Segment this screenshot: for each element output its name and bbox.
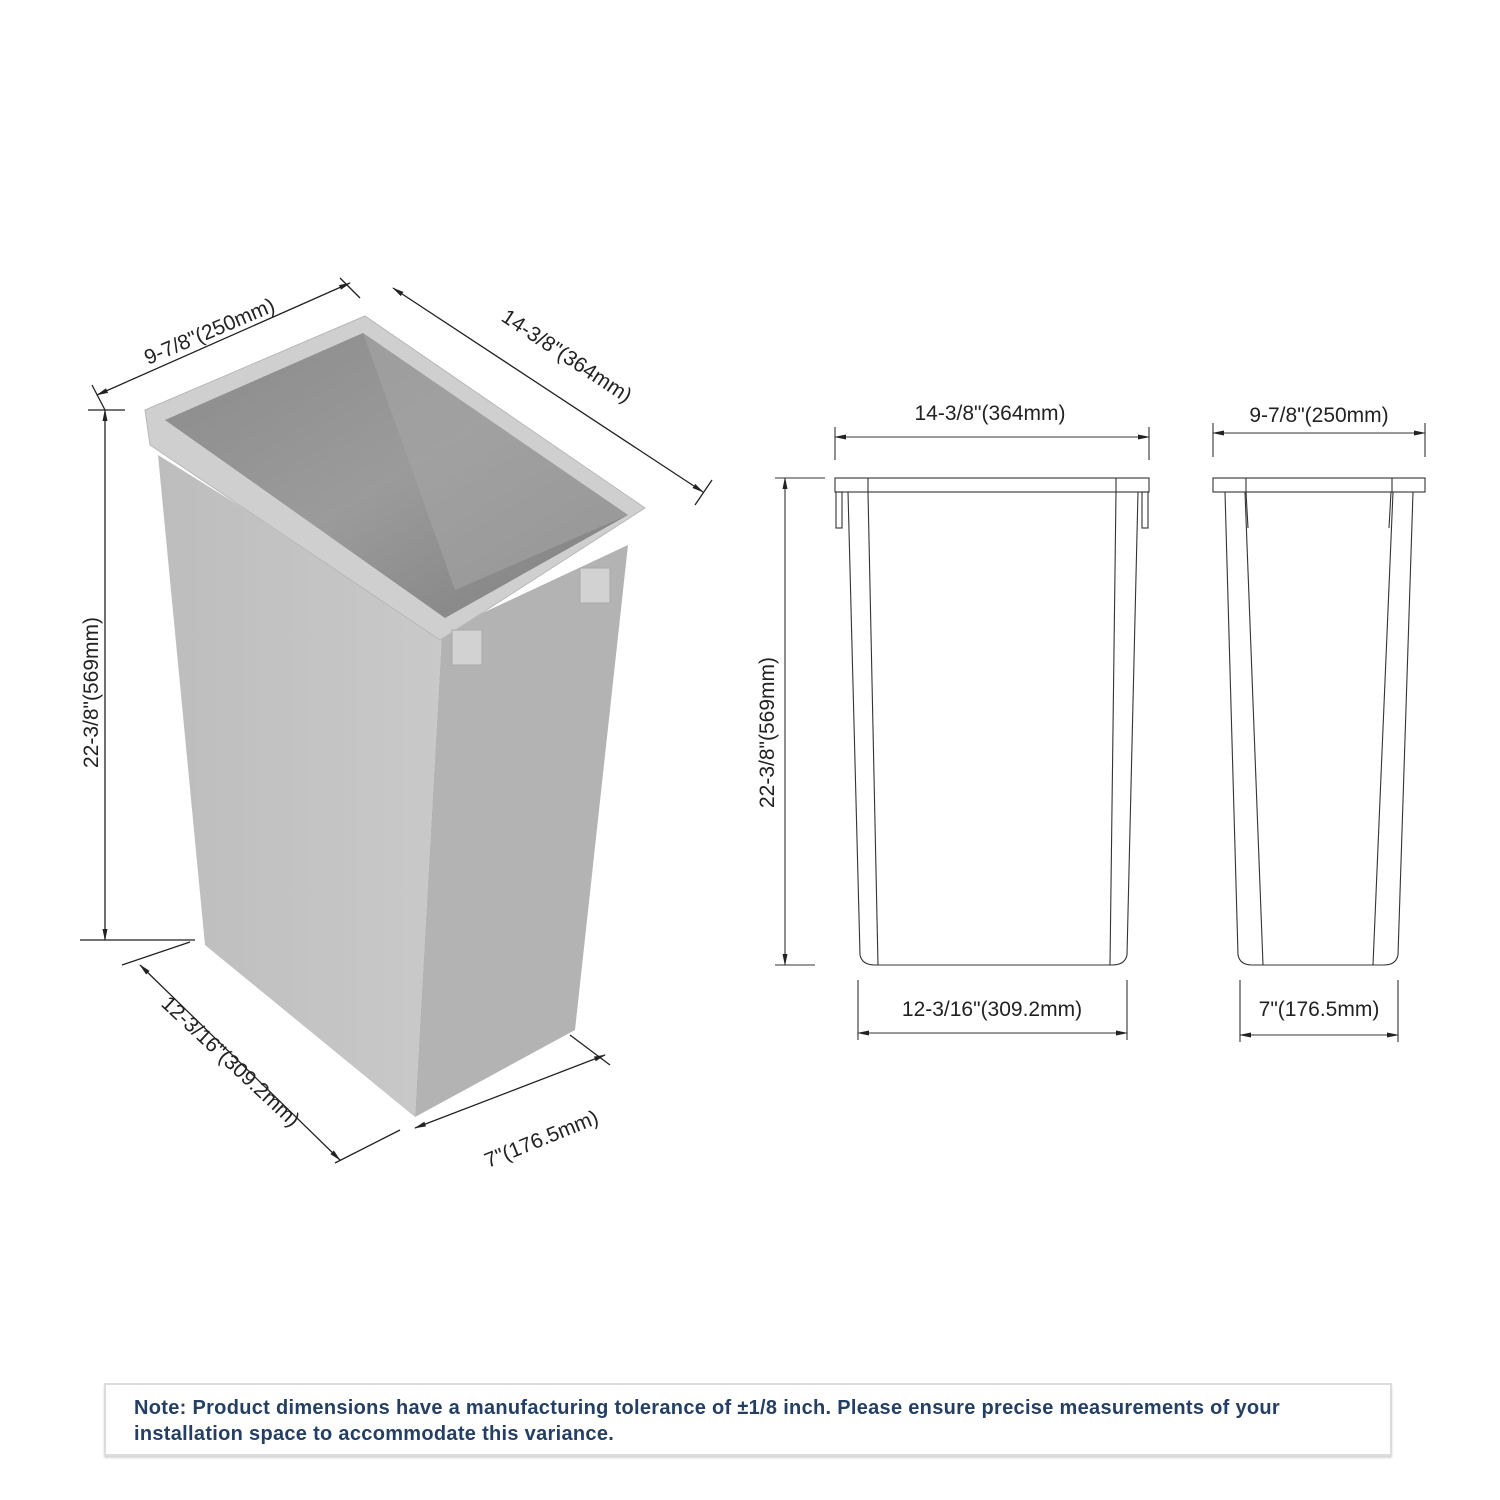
perspective-bottom-width-label: 7"(176.5mm) [481,1106,602,1173]
bin-handle-right [580,568,610,603]
front-view-drawing [775,427,1149,1040]
tolerance-note-text: Note: Product dimensions have a manufacturing tolerance of ±1/8 inch. Please ensure precise measurements of your installation space to accommodate this variance. [134,1397,1281,1445]
side-top-width-label: 9-7/8"(250mm) [1249,404,1389,427]
front-bottom-width-label: 12-3/16"(309.2mm) [901,998,1083,1021]
perspective-height-label: 22-3/8"(569mm) [80,616,103,768]
perspective-bin [145,316,645,1117]
perspective-top-length-label: 14-3/8"(364mm) [497,304,636,408]
front-top-width-label: 14-3/8"(364mm) [914,402,1066,425]
side-view-drawing [1213,423,1425,1042]
tolerance-note [104,1383,1392,1456]
side-bottom-width-label: 7"(176.5mm) [1258,998,1380,1021]
perspective-top-width-label: 9-7/8"(250mm) [140,293,279,370]
perspective-bottom-length-label: 12-3/16"(309.2mm) [156,991,305,1132]
bin-handle-left [452,630,482,665]
front-height-label: 22-3/8"(569mm) [756,656,779,808]
